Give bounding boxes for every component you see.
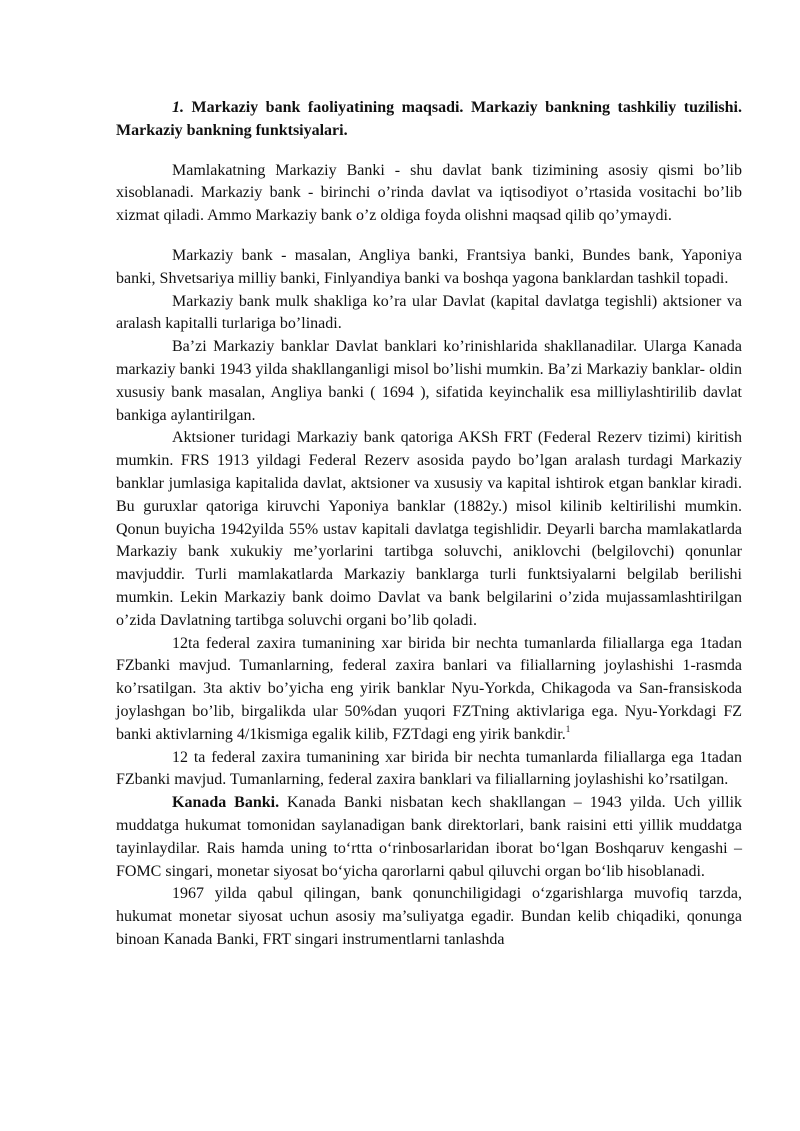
footnote-marker[interactable]: 1 xyxy=(565,723,571,734)
paragraph-6-text: 12ta federal zaxira tumanining xar birida bir nechta tumanlarda filiallarga ega 1tadan FZbanki mavjud. Tumanlarning, federal zaxira banlari va filiallarning joylashishi 1-rasmda ko’rsatilgan. 3ta aktiv bo’yicha eng yirik banklar Nyu-Yorkda, Chikagoda va San-fransiskoda joylashgan bo’lib, birgalikda ular 50%dan yuqori FZTning aktivlariga ega. Nyu-Yorkdagi FZ banki aktivlarning 4/1kismiga egalik kilib, FZTdagi eng yirik bankdir. xyxy=(116,634,742,743)
paragraph-8-lead: Kanada Banki. xyxy=(172,794,280,812)
section-heading xyxy=(116,97,742,143)
paragraph-2: Markaziy bank - masalan, Angliya banki, Frantsiya banki, Bundes bank, Yaponiya banki, Shvetsariya milliy banki, Finlyandiya banki va boshqa yagona banklardan tashkil topadi. xyxy=(116,246,742,287)
paragraph-4: Ba’zi Markaziy banklar Davlat banklari ko’rinishlarida shakllanadilar. Ularga Kanada markaziy banki 1943 yilda shakllanganligi misol bo’lishi mumkin. Ba’zi Markaziy banklar- oldin xususiy bank masalan, Angliya banki ( 1694 ), sifatida keyinchalik esa milliylashtirilib davlat bankiga aylantirilgan. xyxy=(116,338,742,424)
paragraph-8-text: Kanada Banki nisbatan kech shakllangan – 1943 yilda. Uch yillik muddatga hukumat tomonidan saylanadigan bank direktorlari, bank raisini etti yillik muddatga tayinlaydilar. Rais hamda uning to‘rtta o‘rinbosarlaridan iborat bo‘lgan Boshqaruv kengashi – FOMC singari, monetar siyosat bo‘yicha qarorlarni qabul qiluvchi organ bo‘lib hisoblanadi. xyxy=(116,794,743,880)
paragraph-1: Mamlakatning Markaziy Banki - shu davlat bank tizimining asosiy qismi bo’lib xisoblanadi. Markaziy bank - birinchi o’rinda davlat va iqtisodiyot o’rtasida vositachi bo’lib xizmat qiladi. Ammo Markaziy bank o’z oldiga foyda olishni maqsad qilib qo’ymaydi. xyxy=(116,161,742,225)
paragraph-8 xyxy=(116,792,742,883)
document-page xyxy=(116,97,742,952)
section-title: Markaziy bank faoliyatining maqsadi. Markaziy bankning tashkiliy tuzilishi. Markaziy bankning funktsiyalari. xyxy=(116,99,742,139)
paragraph-6 xyxy=(116,633,742,747)
paragraph-3: Markaziy bank mulk shakliga ko’ra ular Davlat (kapital davlatga tegishli) aktsioner va aralash kapitalli turlariga bo’linadi. xyxy=(116,292,742,333)
paragraph-9: 1967 yilda qabul qilingan, bank qonunchiligidagi o‘zgarishlarga muvofiq tarzda, hukumat monetar siyosat uchun asosiy ma’suliyatga egadir. Bundan kelib chiqadiki, qonunga binoan Kanada Banki, FRT singari instrumentlarni tanlashda xyxy=(116,885,742,948)
section-number: 1. xyxy=(172,99,184,116)
paragraph-5: Aktsioner turidagi Markaziy bank qatoriga AKSh FRT (Federal Rezerv tizimi) kiritish mumkin. FRS 1913 yildagi Federal Rezerv asosida paydo bo’lgan aralash turdagi Markaziy banklar jumlasiga kapitalida davlat, aktsioner va xususiy va kapital ishtirok etgan banklar kiradi. Bu guruxlar qatoriga kiruvchi Yaponiya banklar (1882y.) misol kilinib keltirilishi mumkin. Qonun buyicha 1942yilda 55% ustav kapitali davlatga tegishlidir. Deyarli barcha mamlakatlarda Markaziy bank xukukiy me’yorlarini tartibga soluvchi, aniklovchi (belgilovchi) qonunlar mavjuddir. Turli mamlakatlarda Markaziy banklarga turli funktsiyalarni belgilab berilishi mumkin. Lekin Markaziy bank doimo Davlat va bank belgilarini o’zida mujassamlashtirilgan o’zida Davlatning tartibga soluvchi organi bo’lib qoladi. xyxy=(116,429,742,629)
paragraph-7: 12 ta federal zaxira tumanining xar birida bir nechta tumanlarda filiallarga ega 1tadan FZbanki mavjud. Tumanlarning, federal zaxira banklari va filiallarning joylashishi ko’rsatilgan. xyxy=(116,748,742,789)
